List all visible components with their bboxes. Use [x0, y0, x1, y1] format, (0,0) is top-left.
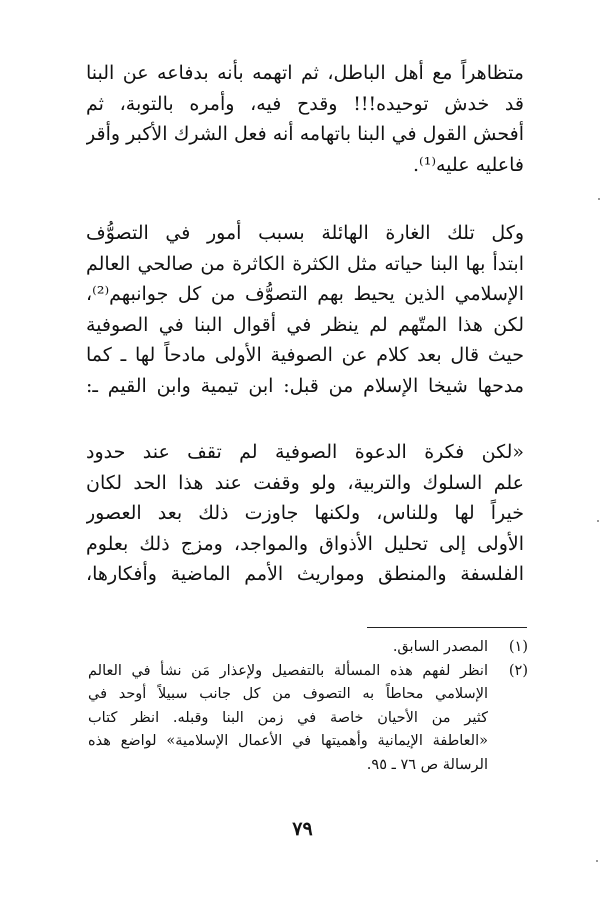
text-line: خيراً لها وللناس، ولكنها جاوزت ذلك بعد العصور: [86, 502, 524, 524]
footnote-2: [88, 660, 528, 778]
footnote-line: انظر لفهم هذه المسألة بالتفصيل ولإعذار مَن نشأ في العالم: [88, 662, 488, 679]
paragraph-2: [86, 218, 524, 401]
footnote-line: المصدر السابق.: [392, 639, 488, 655]
paragraph-1: [86, 58, 524, 180]
text-line: وكل تلك الغارة الهائلة بسبب أمور في التصوُّف: [86, 222, 524, 244]
text-line: ابتدأ بها البنا حياته مثل الكثرة الكاثرة من صالحي العالم: [86, 252, 524, 275]
text-line: مدحها شيخا الإسلام من قبل: ابن تيمية وابن القيم ـ:: [86, 374, 524, 397]
text-line: حيث قال بعد كلام عن الصوفية الأولى مادحاً لها ـ كما: [86, 344, 524, 366]
text-line: متظاهراً مع أهل الباطل، ثم اتهمه بأنه بدفاعه عن البنا: [86, 62, 524, 84]
page-number: ٧٩: [292, 818, 313, 840]
scan-speck: [598, 198, 600, 200]
text-line: قد خدش توحيده!!! وقدح فيه، وأمره بالتوبة، ثم: [86, 92, 524, 115]
text-line: الأولى إلى تحليل الأذواق والمواجد، ومزج ذلك بعلوم: [86, 532, 524, 555]
text-line: «لكن فكرة الدعوة الصوفية لم تقف عند حدود: [86, 441, 524, 463]
text-line: لكن هذا المتّهم لم ينظر في أقوال البنا في الصوفية: [86, 313, 524, 336]
footnote-1: [88, 636, 528, 660]
footnote-line: الرسالة ص ٧٦ ـ ٩٥.: [366, 756, 488, 773]
text-line: الفلسفة والمنطق ومواريث الأمم الماضية وأفكارها،: [86, 563, 524, 585]
scan-speck: [596, 860, 598, 862]
footnote-number: (١): [508, 639, 528, 655]
paragraph-3-quote: [86, 437, 524, 590]
text-line: الإسلامي الذين يحيط بهم التصوُّف من كل جوانبهم⁽²⁾،: [86, 283, 524, 305]
footnote-line: كثير من الأحيان خاصة في زمن البنا وقبله. انظر كتاب: [88, 709, 488, 726]
footnotes: [88, 636, 528, 777]
text-line: أفحش القول في البنا باتهامه أنه فعل الشرك الأكبر وأقر: [86, 123, 524, 145]
footnote-divider: [367, 627, 527, 628]
footnote-line: «العاطفة الإيمانية وأهميتها في الأعمال الإسلامية» لواضع هذه: [88, 733, 488, 749]
text-line: فاعليه عليه⁽¹⁾.: [412, 153, 524, 176]
footnote-line: الإسلامي محاطاً به التصوف من كل جانب سبيلاً أوحد في: [88, 686, 488, 702]
text-line: علم السلوك والتربية، ولو وقفت عند هذا الحد لكان: [86, 471, 524, 494]
footnote-number: (٢): [508, 662, 528, 679]
scan-speck: [597, 520, 599, 522]
